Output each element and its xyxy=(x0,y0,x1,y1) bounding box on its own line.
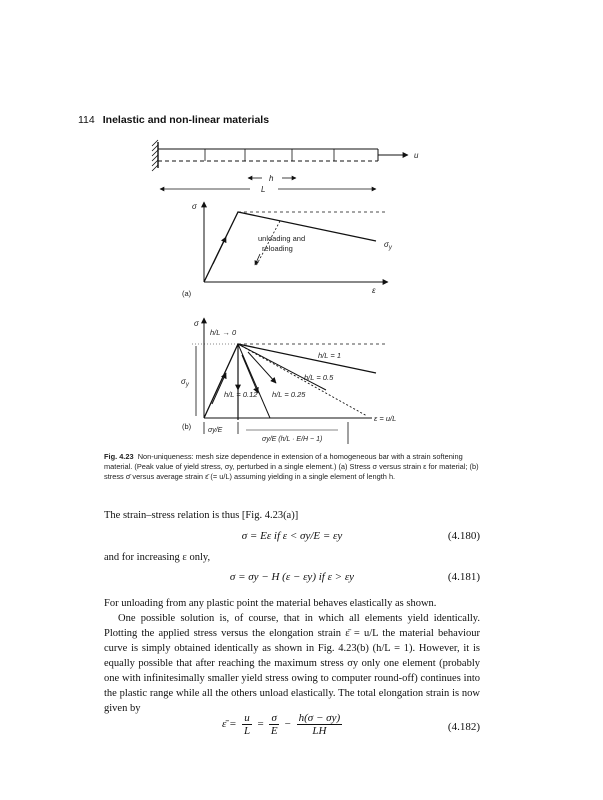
panel-a-tag: (a) xyxy=(182,289,192,298)
equation-4-180-number: (4.180) xyxy=(447,530,480,542)
paragraph-unloading: For unloading from any plastic point the material behaves elastically as shown. xyxy=(104,598,437,609)
sigma-b-axis-label: σ xyxy=(194,319,199,328)
curve-h012 xyxy=(238,344,270,418)
curve-h025 xyxy=(238,344,326,390)
eq3-frac3-num: h(σ − σy) xyxy=(298,712,341,724)
label-h-to-zero: h/L → 0 xyxy=(210,328,237,337)
equation-4-180 xyxy=(104,530,480,546)
equation-4-182: ε̄ = $\frac{u}{L}$ = $\frac{\sigma}{E}$ − $\frac{h(\sigma - \sigma y)}{LH}$ (4.182) xyxy=(222,712,480,737)
eq3-frac2-num: σ xyxy=(271,712,277,724)
caption-text: Non-uniqueness: mesh size dependence in extension of a homogeneous bar with a strain softening material. (Peak value of yield stress, σy, perturbed in a single element.) (a) Stress σ versus strain ε for material; (b) stress σ̄ versus average strain ε̄ (= u/L) assuming yielding in a single element of length h. xyxy=(104,452,479,481)
eq3-frac1-den: L xyxy=(243,725,251,737)
label-h-012: h/L = 0.12 xyxy=(224,390,258,399)
sigma-y-b-label: $\sigma_y$ xyxy=(181,377,189,388)
figure-caption xyxy=(104,452,484,482)
page-number: 114 xyxy=(78,114,95,126)
panel-a xyxy=(182,202,393,298)
eq3-lhs: ε̄ = xyxy=(222,718,237,731)
equation-4-182-number: (4.182) xyxy=(447,721,480,733)
eq3-frac3-den: LH xyxy=(312,725,327,737)
equation-4-181 xyxy=(104,571,480,587)
eq3-frac1-num: u xyxy=(244,712,250,724)
x-axis-label-b: ε = u/L xyxy=(374,414,397,423)
panel-b xyxy=(181,318,396,444)
epsilon-axis-label: ε xyxy=(372,286,376,295)
bar-schematic xyxy=(152,140,419,194)
u-label: u xyxy=(414,151,419,160)
label-h-025: h/L = 0.25 xyxy=(272,390,306,399)
L-label: L xyxy=(261,185,266,194)
panel-b-tag: (b) xyxy=(182,422,192,431)
reloading-label: reloading xyxy=(262,244,293,253)
equation-4-181-number: (4.181) xyxy=(447,571,480,583)
equation-4-180-expr: σ = Eε if ε < σy/E = εy xyxy=(241,530,343,542)
unloading-label: unloading and xyxy=(258,234,306,243)
running-title: Inelastic and non-linear materials xyxy=(102,114,270,126)
label-h-1: h/L = 1 xyxy=(318,351,342,360)
eq3-frac2-den: E xyxy=(270,725,278,737)
dim-softening: σy/E (h/L · E/H − 1) xyxy=(262,436,323,443)
caption-label: Fig. 4.23 xyxy=(104,452,134,461)
sigma-axis-label: σ xyxy=(192,202,197,211)
paragraph-solution: One possible solution is, of course, that in which all elements yield identically. Plotting the applied stress versus the elongation strain ε̄ = u/L the material behaviour curve is simply obtained identically as shown in Fig. 4.23(b) (h/L = 1). However, it is equally possible that after reaching the maximum stress σy only one element (probably one with infinitesimally smaller yield stress owing to computer round-off) continues into the plastic range while all the others unload elastically. The total elongation strain is now given by xyxy=(104,613,480,714)
h-label: h xyxy=(269,174,274,183)
equation-4-181-expr: σ = σy − H (ε − εy) if ε > εy xyxy=(229,571,355,583)
label-h-05: h/L = 0.5 xyxy=(304,373,334,382)
curve-h05 xyxy=(238,344,367,416)
sigma-y-label: $\sigma_y$ xyxy=(384,240,392,251)
paragraph-intro: The strain–stress relation is thus [Fig. 4.23(a)] xyxy=(104,510,299,521)
paragraph-increasing: and for increasing ε only, xyxy=(104,552,211,563)
dim-sigma-y-over-E: σy/E xyxy=(208,427,223,434)
